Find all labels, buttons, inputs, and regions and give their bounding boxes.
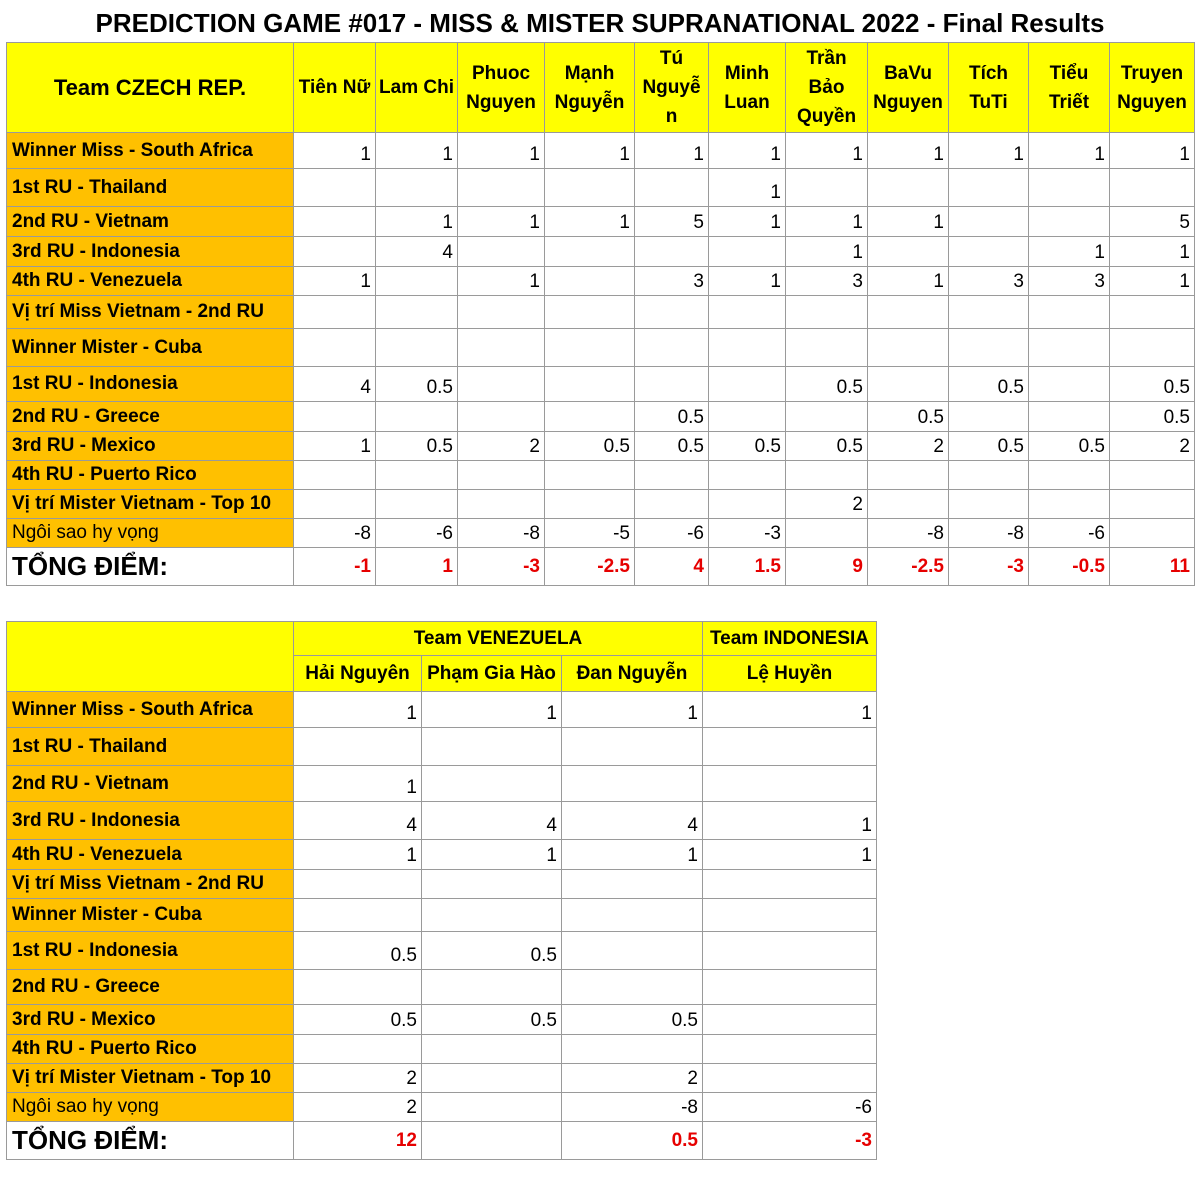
row-label: 4th RU - Puerto Rico <box>7 1035 294 1064</box>
score-cell: -8 <box>868 519 949 548</box>
score-cell <box>545 296 635 329</box>
score-cell: 1 <box>635 133 709 169</box>
score-cell: 0.5 <box>1110 402 1195 432</box>
score-cell: 1 <box>458 267 545 296</box>
score-cell: 1 <box>1110 267 1195 296</box>
score-cell: 0.5 <box>376 367 458 402</box>
score-cell: -6 <box>1029 519 1110 548</box>
score-cell <box>1029 296 1110 329</box>
team-indonesia-header: Team INDONESIA <box>703 622 877 656</box>
score-cell <box>1029 402 1110 432</box>
score-cell <box>458 367 545 402</box>
score-cell <box>949 207 1029 237</box>
score-cell: 1 <box>422 692 562 728</box>
score-cell: 1 <box>376 133 458 169</box>
score-cell <box>294 169 376 207</box>
score-cell <box>562 899 703 932</box>
score-cell: 1 <box>294 267 376 296</box>
score-cell <box>703 1005 877 1035</box>
score-cell: 1 <box>709 133 786 169</box>
score-cell: 0.5 <box>949 432 1029 461</box>
score-cell <box>1029 461 1110 490</box>
score-cell: -8 <box>458 519 545 548</box>
score-cell <box>1029 329 1110 367</box>
score-cell <box>458 169 545 207</box>
row-label: 4th RU - Puerto Rico <box>7 461 294 490</box>
score-cell: 1 <box>458 133 545 169</box>
total-cell: -1 <box>294 548 376 586</box>
score-cell <box>294 461 376 490</box>
score-cell <box>949 402 1029 432</box>
score-cell: 2 <box>294 1064 422 1093</box>
total-cell: -2.5 <box>868 548 949 586</box>
score-cell: 5 <box>635 207 709 237</box>
score-cell: 1 <box>458 207 545 237</box>
score-cell <box>786 519 868 548</box>
table-row <box>7 1005 877 1035</box>
score-cell <box>635 461 709 490</box>
score-cell <box>1029 367 1110 402</box>
score-cell <box>949 329 1029 367</box>
score-cell <box>868 329 949 367</box>
score-cell <box>1110 461 1195 490</box>
score-cell <box>294 1035 422 1064</box>
score-cell: 5 <box>1110 207 1195 237</box>
score-cell <box>1110 490 1195 519</box>
table-row <box>7 329 1195 367</box>
player-header: Phạm Gia Hào <box>422 656 562 692</box>
score-cell: 1 <box>294 133 376 169</box>
score-cell: 0.5 <box>545 432 635 461</box>
row-label: Winner Mister - Cuba <box>7 899 294 932</box>
score-cell <box>1029 490 1110 519</box>
score-cell: 4 <box>294 802 422 840</box>
score-cell: -6 <box>635 519 709 548</box>
score-cell <box>545 490 635 519</box>
score-cell <box>376 490 458 519</box>
score-cell <box>868 461 949 490</box>
score-cell <box>294 329 376 367</box>
score-cell: 1 <box>709 169 786 207</box>
team-venezuela-header: Team VENEZUELA <box>294 622 703 656</box>
score-cell <box>709 367 786 402</box>
score-cell <box>786 296 868 329</box>
table-separator <box>6 594 1194 620</box>
score-cell: -8 <box>562 1093 703 1122</box>
score-cell <box>545 402 635 432</box>
score-cell: 1 <box>545 207 635 237</box>
score-cell: -5 <box>545 519 635 548</box>
score-cell: 1 <box>709 207 786 237</box>
score-cell: 3 <box>949 267 1029 296</box>
table-row <box>7 692 877 728</box>
score-cell <box>458 237 545 267</box>
score-cell: 1 <box>1029 133 1110 169</box>
total-cell: -3 <box>703 1122 877 1160</box>
score-cell: 0.5 <box>1110 367 1195 402</box>
score-cell <box>294 296 376 329</box>
player-header: Minh Luan <box>709 43 786 133</box>
score-cell: 0.5 <box>786 367 868 402</box>
score-cell <box>458 296 545 329</box>
score-cell: 2 <box>458 432 545 461</box>
score-cell: 4 <box>294 367 376 402</box>
total-cell: 1.5 <box>709 548 786 586</box>
score-cell <box>703 870 877 899</box>
table-row <box>7 840 877 870</box>
score-cell: 3 <box>786 267 868 296</box>
table-row <box>7 267 1195 296</box>
score-cell: 1 <box>868 207 949 237</box>
score-cell: 1 <box>562 840 703 870</box>
row-label: 3rd RU - Indonesia <box>7 802 294 840</box>
player-header: Đan Nguyễn <box>562 656 703 692</box>
score-cell: 1 <box>949 133 1029 169</box>
row-label: 2nd RU - Greece <box>7 970 294 1005</box>
player-header: Mạnh Nguyễn <box>545 43 635 133</box>
row-label: 3rd RU - Indonesia <box>7 237 294 267</box>
score-cell: 2 <box>562 1064 703 1093</box>
score-cell <box>635 367 709 402</box>
row-label: 2nd RU - Greece <box>7 402 294 432</box>
score-cell <box>703 932 877 970</box>
score-cell <box>458 490 545 519</box>
score-cell <box>703 1035 877 1064</box>
total-cell: 9 <box>786 548 868 586</box>
score-cell <box>545 169 635 207</box>
score-cell <box>786 402 868 432</box>
score-cell <box>545 267 635 296</box>
table-row <box>7 802 877 840</box>
score-cell: 1 <box>1110 237 1195 267</box>
table-row <box>7 461 1195 490</box>
row-label: Winner Mister - Cuba <box>7 329 294 367</box>
score-cell: 0.5 <box>949 367 1029 402</box>
score-cell <box>294 402 376 432</box>
score-cell: 1 <box>786 207 868 237</box>
score-cell: 3 <box>635 267 709 296</box>
table-row <box>7 519 1195 548</box>
score-cell <box>294 728 422 766</box>
total-label: TỔNG ĐIỂM: <box>7 548 294 586</box>
score-cell: 3 <box>1029 267 1110 296</box>
table-row <box>7 432 1195 461</box>
score-cell <box>635 296 709 329</box>
total-cell: -0.5 <box>1029 548 1110 586</box>
score-cell: 2 <box>786 490 868 519</box>
row-label: 4th RU - Venezuela <box>7 840 294 870</box>
score-cell <box>422 1093 562 1122</box>
score-cell <box>1110 329 1195 367</box>
table-row <box>7 402 1195 432</box>
score-cell <box>458 461 545 490</box>
score-cell <box>949 490 1029 519</box>
row-label: Vị trí Miss Vietnam - 2nd RU <box>7 296 294 329</box>
score-cell <box>294 870 422 899</box>
score-cell <box>376 296 458 329</box>
score-cell <box>786 461 868 490</box>
score-cell <box>376 461 458 490</box>
total-cell: -3 <box>949 548 1029 586</box>
score-cell <box>422 728 562 766</box>
score-cell: 4 <box>376 237 458 267</box>
row-label: 1st RU - Thailand <box>7 169 294 207</box>
score-cell: 0.5 <box>422 932 562 970</box>
score-cell <box>376 267 458 296</box>
score-cell: 0.5 <box>422 1005 562 1035</box>
score-cell <box>562 870 703 899</box>
score-cell <box>422 1035 562 1064</box>
score-cell <box>709 490 786 519</box>
score-cell: 0.5 <box>868 402 949 432</box>
score-cell: -8 <box>294 519 376 548</box>
score-cell <box>1110 296 1195 329</box>
table-row <box>7 133 1195 169</box>
team-czech-header: Team CZECH REP. <box>7 43 294 133</box>
score-cell: 1 <box>294 766 422 802</box>
score-cell <box>868 237 949 267</box>
score-cell: 1 <box>786 237 868 267</box>
player-header: Phuoc Nguyen <box>458 43 545 133</box>
score-cell: -6 <box>376 519 458 548</box>
score-cell <box>422 1064 562 1093</box>
total-cell: 4 <box>635 548 709 586</box>
score-cell: 0.5 <box>635 402 709 432</box>
score-cell <box>709 402 786 432</box>
score-cell: 1 <box>703 840 877 870</box>
table-row <box>7 970 877 1005</box>
score-cell <box>545 329 635 367</box>
score-cell: 1 <box>1110 133 1195 169</box>
score-cell <box>422 870 562 899</box>
row-label: Winner Miss - South Africa <box>7 133 294 169</box>
score-cell: 1 <box>376 207 458 237</box>
score-cell <box>1110 519 1195 548</box>
player-header: Truyen Nguyen <box>1110 43 1195 133</box>
score-cell: 1 <box>294 692 422 728</box>
player-header: Tiểu Triết <box>1029 43 1110 133</box>
score-cell <box>458 329 545 367</box>
score-cell <box>635 329 709 367</box>
score-cell: 1 <box>545 133 635 169</box>
score-cell: 0.5 <box>1029 432 1110 461</box>
score-cell <box>376 329 458 367</box>
row-label: 1st RU - Indonesia <box>7 932 294 970</box>
score-cell <box>294 899 422 932</box>
score-cell <box>545 237 635 267</box>
row-label: 3rd RU - Mexico <box>7 432 294 461</box>
row-label: Vị trí Miss Vietnam - 2nd RU <box>7 870 294 899</box>
table-row <box>7 1035 877 1064</box>
table-row <box>7 169 1195 207</box>
score-cell: 0.5 <box>635 432 709 461</box>
score-cell <box>868 169 949 207</box>
table-row <box>7 1064 877 1093</box>
score-cell: 1 <box>786 133 868 169</box>
score-cell <box>422 766 562 802</box>
row-label: 4th RU - Venezuela <box>7 267 294 296</box>
table-row <box>7 237 1195 267</box>
score-cell <box>545 461 635 490</box>
score-cell: 4 <box>562 802 703 840</box>
row-label: 3rd RU - Mexico <box>7 1005 294 1035</box>
row-label: 2nd RU - Vietnam <box>7 207 294 237</box>
score-cell <box>1029 169 1110 207</box>
score-cell <box>1029 207 1110 237</box>
total-cell: 12 <box>294 1122 422 1160</box>
score-cell <box>949 461 1029 490</box>
score-cell: 0.5 <box>562 1005 703 1035</box>
score-cell: -6 <box>703 1093 877 1122</box>
row-label: Vị trí Mister Vietnam - Top 10 <box>7 1064 294 1093</box>
score-cell: 2 <box>1110 432 1195 461</box>
score-cell <box>562 1035 703 1064</box>
score-cell <box>949 296 1029 329</box>
table-row <box>7 899 877 932</box>
score-cell <box>562 728 703 766</box>
table-row <box>7 870 877 899</box>
score-cell: 0.5 <box>709 432 786 461</box>
total-cell: 11 <box>1110 548 1195 586</box>
player-header: BaVu Nguyen <box>868 43 949 133</box>
score-cell <box>376 169 458 207</box>
player-header: Hải Nguyên <box>294 656 422 692</box>
score-cell: 1 <box>294 840 422 870</box>
score-cell <box>868 367 949 402</box>
score-cell <box>703 1064 877 1093</box>
page-title: PREDICTION GAME #017 - MISS & MISTER SUPRANATIONAL 2022 - Final Results <box>95 8 1105 38</box>
score-cell: 0.5 <box>294 1005 422 1035</box>
score-cell: 1 <box>709 267 786 296</box>
score-cell <box>376 402 458 432</box>
player-header: Trần Bảo Quyền <box>786 43 868 133</box>
score-cell <box>786 329 868 367</box>
score-cell <box>949 237 1029 267</box>
score-cell <box>786 169 868 207</box>
row-label: 2nd RU - Vietnam <box>7 766 294 802</box>
row-label: Winner Miss - South Africa <box>7 692 294 728</box>
score-cell: 1 <box>422 840 562 870</box>
row-label: 1st RU - Thailand <box>7 728 294 766</box>
score-cell: 1 <box>294 432 376 461</box>
score-cell <box>562 932 703 970</box>
score-cell: 2 <box>294 1093 422 1122</box>
score-cell <box>458 402 545 432</box>
score-cell: 0.5 <box>376 432 458 461</box>
score-cell: 0.5 <box>786 432 868 461</box>
score-cell <box>868 490 949 519</box>
results-table-venezuela-indonesia <box>6 621 877 1160</box>
row-label: Vị trí Mister Vietnam - Top 10 <box>7 490 294 519</box>
table-row <box>7 367 1195 402</box>
score-cell <box>294 207 376 237</box>
score-cell <box>562 970 703 1005</box>
score-cell: 1 <box>703 692 877 728</box>
player-header: Tú Nguyễ n <box>635 43 709 133</box>
score-cell: 1 <box>703 802 877 840</box>
score-cell: -3 <box>709 519 786 548</box>
score-cell <box>703 766 877 802</box>
total-cell: 1 <box>376 548 458 586</box>
score-cell <box>545 367 635 402</box>
score-cell <box>562 766 703 802</box>
total-cell <box>422 1122 562 1160</box>
score-cell: 1 <box>1029 237 1110 267</box>
score-cell: 4 <box>422 802 562 840</box>
player-header: Tích TuTi <box>949 43 1029 133</box>
total-label: TỔNG ĐIỂM: <box>7 1122 294 1160</box>
score-cell: 1 <box>562 692 703 728</box>
row-label: Ngôi sao hy vọng <box>7 519 294 548</box>
total-cell: -2.5 <box>545 548 635 586</box>
score-cell <box>703 728 877 766</box>
score-cell <box>422 970 562 1005</box>
results-table-czech <box>6 42 1195 586</box>
score-cell: 0.5 <box>294 932 422 970</box>
score-cell <box>949 169 1029 207</box>
player-header: Tiên Nữ <box>294 43 376 133</box>
score-cell <box>703 899 877 932</box>
score-cell <box>635 490 709 519</box>
score-cell <box>294 237 376 267</box>
score-cell <box>703 970 877 1005</box>
player-header: Lệ Huyền <box>703 656 877 692</box>
table-row <box>7 1093 877 1122</box>
table-row <box>7 932 877 970</box>
score-cell <box>635 169 709 207</box>
score-cell <box>635 237 709 267</box>
table-row <box>7 766 877 802</box>
score-cell <box>709 237 786 267</box>
score-cell: -8 <box>949 519 1029 548</box>
score-cell <box>422 899 562 932</box>
table-row <box>7 490 1195 519</box>
row-label: 1st RU - Indonesia <box>7 367 294 402</box>
score-cell <box>709 461 786 490</box>
table-row <box>7 296 1195 329</box>
score-cell: 1 <box>868 133 949 169</box>
score-cell: 1 <box>868 267 949 296</box>
total-cell: -3 <box>458 548 545 586</box>
score-cell <box>294 970 422 1005</box>
score-cell <box>294 490 376 519</box>
score-cell: 2 <box>868 432 949 461</box>
header-blank <box>7 622 294 692</box>
table-row <box>7 207 1195 237</box>
score-cell <box>709 296 786 329</box>
row-label: Ngôi sao hy vọng <box>7 1093 294 1122</box>
score-cell <box>1110 169 1195 207</box>
score-cell <box>709 329 786 367</box>
score-cell <box>868 296 949 329</box>
total-cell: 0.5 <box>562 1122 703 1160</box>
player-header: Lam Chi <box>376 43 458 133</box>
table-row <box>7 728 877 766</box>
